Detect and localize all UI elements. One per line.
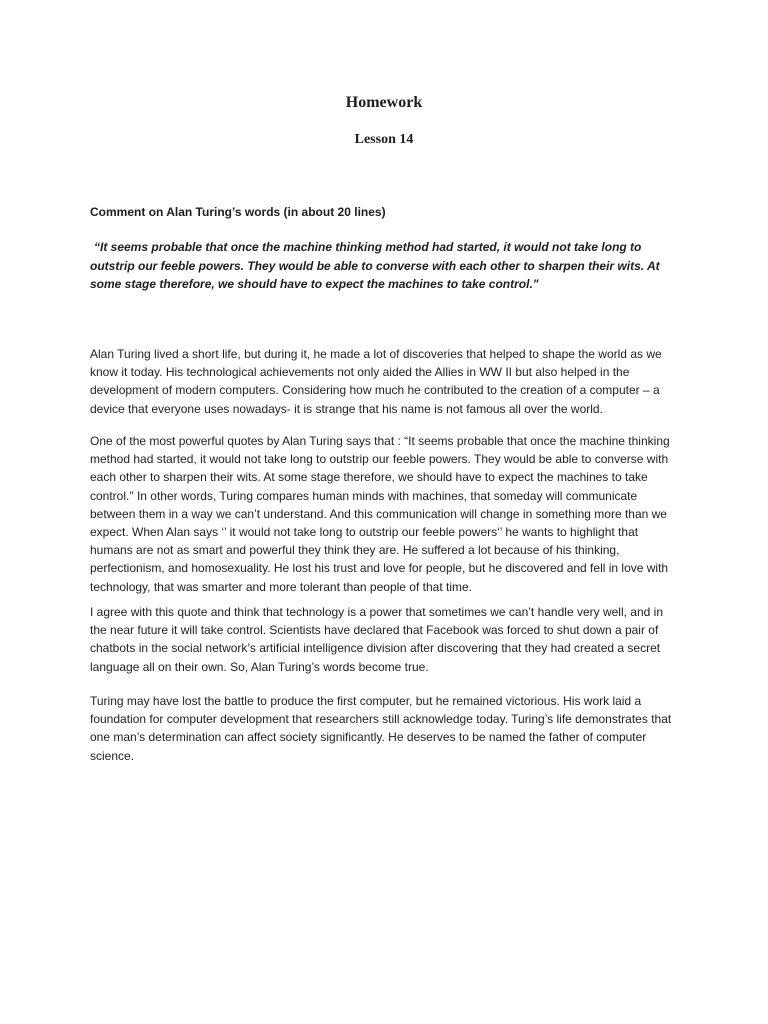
document-subtitle: Lesson 14 bbox=[354, 132, 414, 147]
paragraph-3: I agree with this quote and think that technology is a power that sometimes we can’t handle very well, and in the near future it will take control. Scientists have declared that Facebook was forced to shut down a pair of chatbots in the social network’s artificial intelligence division after discovering that they had created a secret language all on their own. So, Alan Turing’s words become true. bbox=[90, 605, 663, 674]
task-heading: Comment on Alan Turing’s words (in about 20 lines) bbox=[90, 205, 386, 219]
paragraph-2: One of the most powerful quotes by Alan Turing says that : “It seems probable that once the machine thinking method had started, it would not take long to outstrip our feeble powers. They would be able to converse with each other to sharpen their wits. At some stage therefore, we should have to expect the machines to take control." In other words, Turing compares human minds with machines, that someday will communicate between them in a way we can’t understand. And this communication will change in something more than we expect. When Alan says ‘’ it would not take long to outstrip our feeble powers‘’ he wants to highlight that humans are not as smart and powerful they think they are. He suffered a lot because of his thinking, perfectionism, and homosexuality. He lost his trust and love for people, but he discovered and fell in love with technology, that was smarter and more tolerant than people of that time. bbox=[90, 434, 670, 594]
paragraph-4: Turing may have lost the battle to produce the first computer, but he remained victorious. His work laid a foundation for computer development that researchers still acknowledge today. Turing’s life demonstrates that one man’s determination can affect society significantly. He deserves to be named the father of computer science. bbox=[90, 694, 672, 763]
document-title: Homework bbox=[345, 94, 423, 111]
turing-quote: “It seems probable that once the machine thinking method had started, it would not take long to outstrip our feeble powers. They would be able to converse with each other to sharpen their wits. At some stage therefore, we should have to expect the machines to take control." bbox=[90, 240, 660, 291]
paragraph-1: Alan Turing lived a short life, but during it, he made a lot of discoveries that helped to shape the world as we know it today. His technological achievements not only aided the Allies in WW II but also helped in the development of modern computers. Considering how much he contributed to the creation of a computer – a device that everyone uses nowadays- it is strange that his name is not famous all over the world. bbox=[90, 347, 662, 416]
